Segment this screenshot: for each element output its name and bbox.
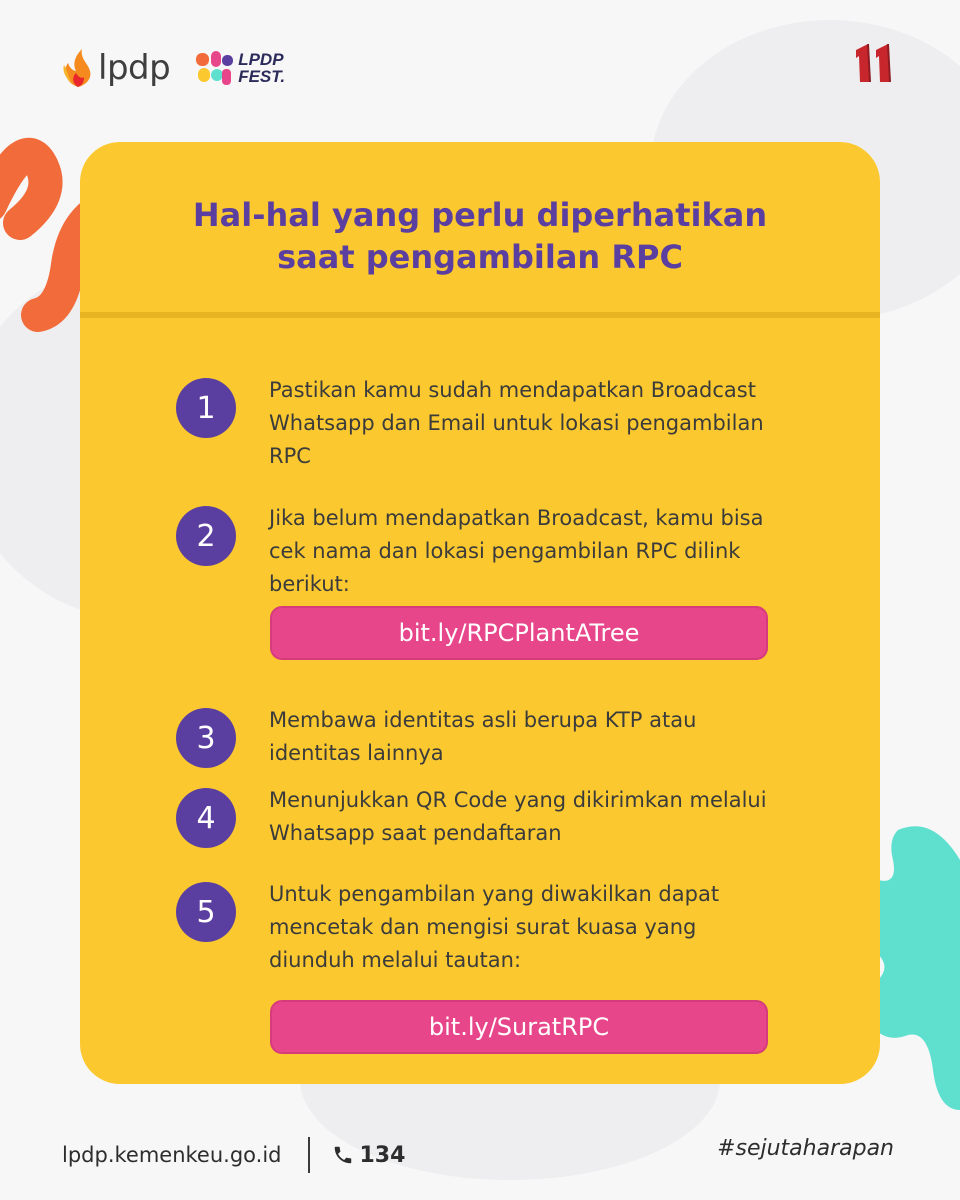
step-text: Jika belum mendapatkan Broadcast, kamu bisa cek nama dan lokasi pengambilan RPC dilink berikut:: [269, 506, 764, 596]
fest-mark-icon: [196, 49, 234, 87]
step-3: [176, 708, 779, 770]
card-divider: [80, 312, 880, 318]
footer-website-link[interactable]: lpdp.kemenkeu.go.id: [62, 1143, 282, 1167]
step-number-badge: 4: [176, 788, 236, 848]
footer-contact: [62, 1138, 405, 1172]
card-title: [80, 194, 880, 278]
step-text: Pastikan kamu sudah mendapatkan Broadcast Whatsapp dan Email untuk lokasi pengambilan RPC: [269, 378, 764, 468]
step-number-badge: 1: [176, 378, 236, 438]
step-4: [176, 788, 779, 850]
step-text: Menunjukkan QR Code yang dikirimkan melalui Whatsapp saat pendaftaran: [269, 788, 767, 845]
anniversary-11-logo: [854, 42, 896, 84]
plant-a-tree-link-button[interactable]: bit.ly/RPCPlantATree: [270, 606, 768, 660]
lpdp-logo: [62, 48, 170, 88]
step-number-badge: 2: [176, 506, 236, 566]
step-number-badge: 3: [176, 708, 236, 768]
flame-icon: [62, 49, 94, 87]
step-5: [176, 882, 779, 977]
card-title-line2: saat pengambilan RPC: [277, 238, 683, 276]
footer-hashtag: #sejutaharapan: [717, 1136, 894, 1161]
lpdp-wordmark: lpdp: [98, 48, 171, 88]
phone-icon: [332, 1144, 354, 1166]
step-text: Membawa identitas asli berupa KTP atau identitas lainnya: [269, 708, 697, 765]
step-2: [176, 506, 779, 601]
footer-divider: [308, 1137, 310, 1173]
info-card: [80, 142, 880, 1084]
footer-phone-number[interactable]: 134: [359, 1142, 406, 1168]
fest-wordmark: [238, 51, 285, 85]
surat-kuasa-link-button[interactable]: bit.ly/SuratRPC: [270, 1000, 768, 1054]
card-title-line1: Hal-hal yang perlu diperhatikan: [192, 196, 768, 234]
step-number-badge: 5: [176, 882, 236, 942]
fest-wordmark-line2: FEST.: [238, 67, 286, 86]
fest-wordmark-line1: LPDP: [238, 50, 284, 69]
header: [62, 44, 285, 92]
step-1: [176, 378, 779, 473]
lpdp-fest-logo: [196, 49, 285, 87]
step-text: Untuk pengambilan yang diwakilkan dapat mencetak dan mengisi surat kuasa yang diunduh melalui tautan:: [269, 882, 720, 972]
